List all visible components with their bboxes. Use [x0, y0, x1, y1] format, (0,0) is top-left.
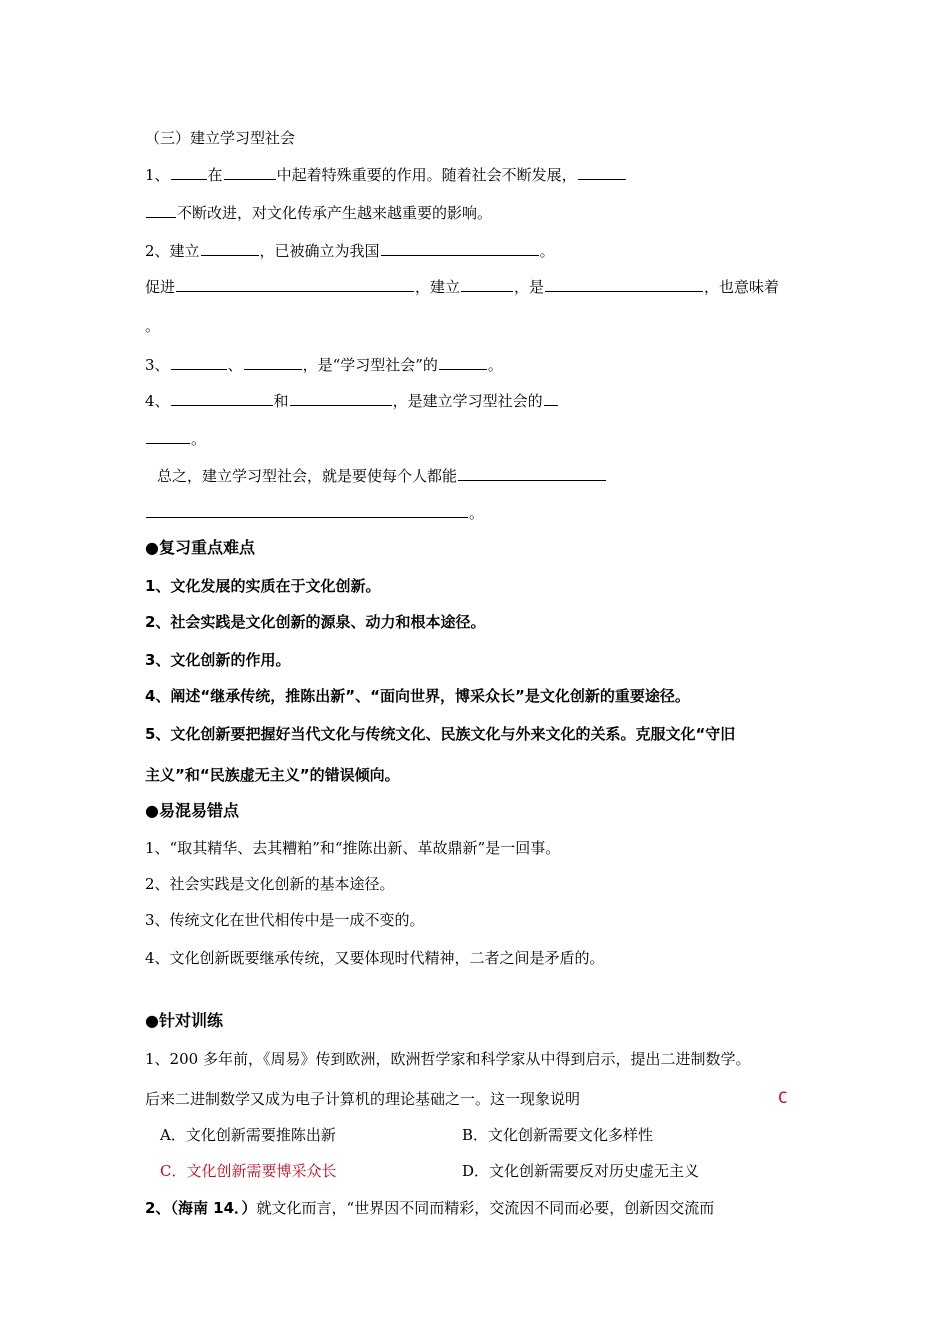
q2-number: 2、建立 — [145, 242, 200, 260]
key-point-item: 3、文化创新的作用。 — [145, 651, 291, 669]
blank — [171, 164, 207, 180]
blank — [545, 276, 703, 292]
section-title: （三）建立学习型社会 — [145, 129, 296, 147]
blank — [461, 276, 513, 292]
summary-text: 。 — [469, 504, 485, 522]
confusion-item: 1、“取其精华、去其糟粕”和“推陈出新、革故鼎新”是一回事。 — [145, 839, 561, 857]
blank — [171, 354, 227, 370]
option-b: B．文化创新需要文化多样性 — [462, 1126, 654, 1144]
blank — [171, 390, 273, 406]
confusion-item: 3、传统文化在世代相传中是一成不变的。 — [145, 911, 425, 929]
q2-text: 就文化而言，“世界因不同而精彩，交流因不同而必要，创新因交流而 — [256, 1199, 715, 1217]
question-3 — [145, 354, 503, 375]
training-heading: ●针对训练 — [145, 1011, 223, 1030]
question-1-line-1 — [145, 164, 627, 185]
key-point-item: 4、阐述“继承传统，推陈出新”、“面向世界，博采众长”是文化创新的重要途径。 — [145, 687, 690, 705]
option-c: C．文化创新需要博采众长 — [160, 1162, 337, 1180]
key-point-item: 主义”和“民族虚无主义”的错误倾向。 — [145, 766, 400, 784]
q2-source: （海南 14．） — [170, 1199, 257, 1217]
q4-text: 。 — [191, 430, 207, 448]
summary-line-1 — [157, 465, 607, 486]
blank — [146, 428, 190, 444]
blank — [201, 240, 259, 256]
summary-text: 总之，建立学习型社会，就是要使每个人都能 — [157, 467, 458, 485]
key-point-item: 1、文化发展的实质在于文化创新。 — [145, 577, 381, 595]
blank — [578, 164, 626, 180]
q1-number: 1、 — [145, 166, 170, 184]
answer-mark: C — [778, 1088, 788, 1107]
confusion-item: 2、社会实践是文化创新的基本途径。 — [145, 875, 395, 893]
q3-text: 。 — [487, 356, 503, 374]
q2-text: ，也意味着 — [704, 278, 780, 296]
training-q2-line-1 — [145, 1198, 714, 1218]
blank — [244, 354, 302, 370]
q2-number: 2、 — [145, 1199, 171, 1217]
blank — [458, 465, 606, 481]
option-d: D．文化创新需要反对历史虚无主义 — [462, 1162, 700, 1180]
q4-text: ，是建立学习型社会的 — [392, 392, 543, 410]
confusion-item: 4、文化创新既要继承传统，又要体现时代精神，二者之间是矛盾的。 — [145, 949, 605, 967]
blank — [146, 202, 176, 218]
blank — [439, 354, 487, 370]
key-point-item: 5、文化创新要把握好当代文化与传统文化、民族文化与外来文化的关系。克服文化“守旧 — [145, 725, 736, 743]
training-q1-line-2: 后来二进制数学又成为电子计算机的理论基础之一。这一现象说明 — [145, 1090, 581, 1108]
q2-text: ，是 — [514, 278, 545, 296]
training-q1-line-1: 1、200 多年前，《周易》传到欧洲，欧洲哲学家和科学家从中得到启示，提出二进制数学。 — [145, 1050, 751, 1068]
q4-number: 4、 — [145, 392, 170, 410]
blank — [224, 164, 276, 180]
question-4-line-2 — [145, 428, 206, 449]
q1-text: 中起着特殊重要的作用。随着社会不断发展， — [276, 166, 577, 184]
q1-text: 不断改进，对文化传承产生越来越重要的影响。 — [177, 204, 493, 222]
question-2-line-3: 。 — [145, 317, 161, 335]
q2-text: ，建立 — [415, 278, 461, 296]
q3-number: 3、 — [145, 356, 170, 374]
q2-text: 。 — [539, 242, 555, 260]
blank — [146, 502, 468, 518]
question-1-line-2 — [145, 202, 492, 223]
blank — [290, 390, 392, 406]
blank — [176, 276, 414, 292]
q4-text: 和 — [273, 392, 289, 410]
q2-text: 促进 — [145, 278, 176, 296]
key-points-heading: ●复习重点难点 — [145, 538, 255, 557]
q2-text: ，已被确立为我国 — [259, 242, 380, 260]
confusion-heading: ●易混易错点 — [145, 801, 239, 820]
question-4-line-1 — [145, 390, 559, 411]
key-point-item: 2、社会实践是文化创新的源泉、动力和根本途径。 — [145, 613, 486, 631]
q3-text: 、 — [227, 356, 243, 374]
question-2-line-1 — [145, 240, 555, 261]
question-2-line-2 — [145, 276, 779, 297]
blank — [381, 240, 539, 256]
blank — [544, 390, 558, 406]
summary-line-2 — [145, 502, 484, 523]
q1-text: 在 — [207, 166, 223, 184]
q3-text: ，是“学习型社会”的 — [302, 356, 438, 374]
option-a: A．文化创新需要推陈出新 — [160, 1126, 336, 1144]
